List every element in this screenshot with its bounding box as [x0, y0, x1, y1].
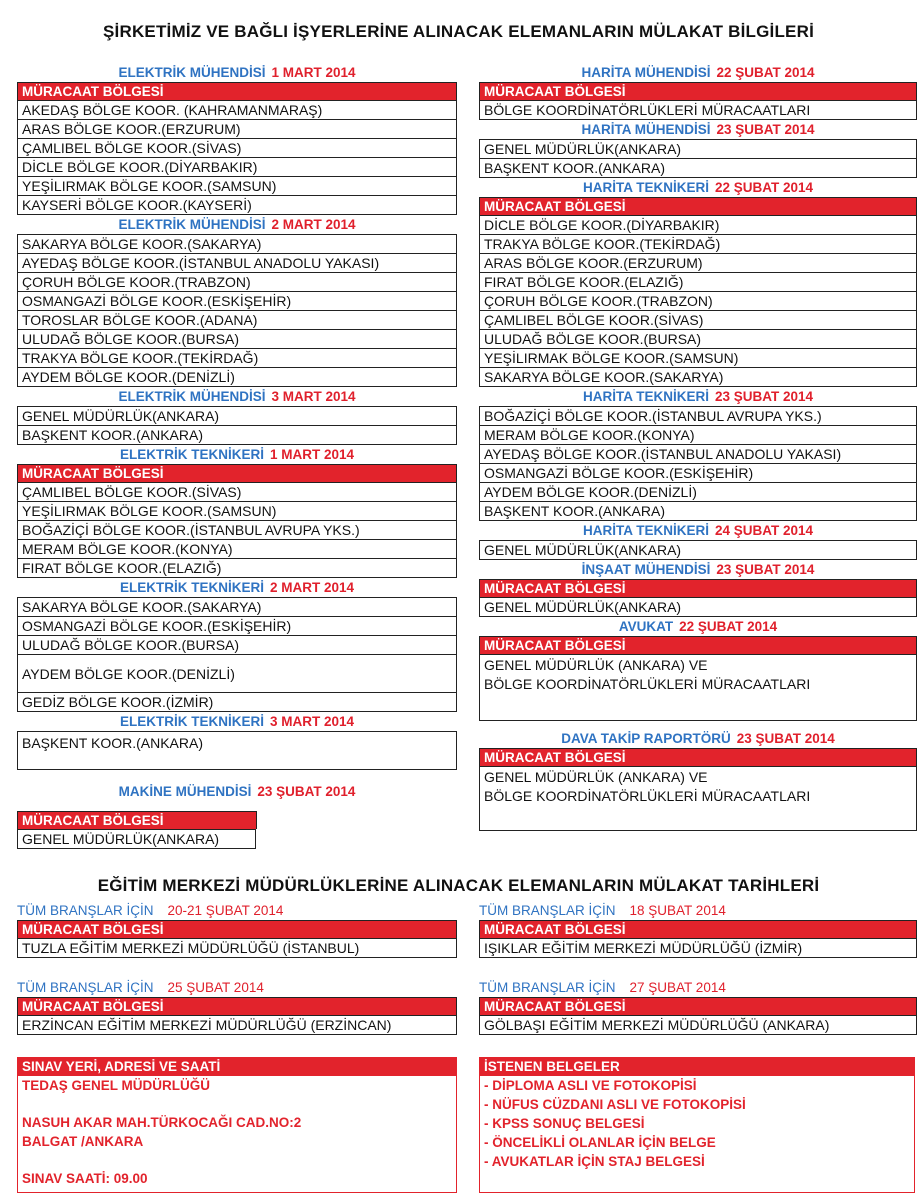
section-title-education: EĞİTİM MERKEZİ MÜDÜRLÜKLERİNE ALINACAK ELEMANLARIN MÜLAKAT TARİHLERİ [97, 876, 820, 895]
table-row: AKEDAŞ BÖLGE KOOR. (KAHRAMANMARAŞ) [18, 101, 456, 120]
table-row: BAŞKENT KOOR.(ANKARA) [18, 426, 456, 445]
left-column [17, 63, 457, 849]
region-table [479, 406, 917, 521]
edu-header: TÜM BRANŞLAR İÇİN 20-21 ŞUBAT 2014 [17, 903, 284, 918]
document-item: - NÜFUS CÜZDANI ASLI VE FOTOKOPİSİ [484, 1097, 746, 1112]
group-header: HARİTA TEKNİKERİ 24 ŞUBAT 2014 [582, 523, 814, 538]
edu-block-golbasi [479, 978, 917, 1035]
table-row: KAYSERİ BÖLGE KOOR.(KAYSERİ) [18, 196, 456, 215]
edu-header: TÜM BRANŞLAR İÇİN 18 ŞUBAT 2014 [479, 903, 726, 918]
region-table [479, 654, 917, 721]
table-row: FIRAT BÖLGE KOOR.(ELAZIĞ) [18, 559, 456, 578]
table-row: YEŞİLIRMAK BÖLGE KOOR.(SAMSUN) [18, 502, 456, 521]
table-row: ERZİNCAN EĞİTİM MERKEZİ MÜDÜRLÜĞÜ (ERZİNCAN) [18, 1016, 456, 1035]
table-row: SAKARYA BÖLGE KOOR.(SAKARYA) [480, 368, 916, 387]
exam-place: TEDAŞ GENEL MÜDÜRLÜĞÜ [22, 1078, 211, 1093]
region-table [479, 540, 917, 560]
table-row: TRAKYA BÖLGE KOOR.(TEKİRDAĞ) [480, 235, 916, 254]
page-title: ŞİRKETİMİZ VE BAĞLI İŞYERLERİNE ALINACAK ELEMANLARIN MÜLAKAT BİLGİLERİ [103, 22, 814, 41]
table-row: ARAS BÖLGE KOOR.(ERZURUM) [18, 120, 456, 139]
application-region-band: MÜRACAAT BÖLGESİ [479, 748, 917, 766]
application-region-band: MÜRACAAT BÖLGESİ [17, 82, 457, 100]
region-table [17, 829, 256, 849]
application-region-band: MÜRACAAT BÖLGESİ [479, 997, 917, 1015]
group-header: HARİTA MÜHENDİSİ 23 ŞUBAT 2014 [581, 122, 815, 137]
region-table [479, 1015, 917, 1035]
exam-time: SINAV SAATİ: 09.00 [22, 1171, 148, 1186]
table-row: AYDEM BÖLGE KOOR.(DENİZLİ) [18, 368, 456, 387]
table-row: DİCLE BÖLGE KOOR.(DİYARBAKIR) [480, 216, 916, 235]
table-row [480, 655, 916, 721]
group-header: İNŞAAT MÜHENDİSİ 23 ŞUBAT 2014 [581, 562, 815, 577]
table-row: AYEDAŞ BÖLGE KOOR.(İSTANBUL ANADOLU YAKASI) [18, 254, 456, 273]
table-row: BOĞAZİÇİ BÖLGE KOOR.(İSTANBUL AVRUPA YKS.) [18, 521, 456, 540]
table-row: GENEL MÜDÜRLÜK(ANKARA) [480, 541, 916, 560]
table-row: FIRAT BÖLGE KOOR.(ELAZIĞ) [480, 273, 916, 292]
table-row: ÇAMLIBEL BÖLGE KOOR.(SİVAS) [18, 139, 456, 158]
table-row: GÖLBAŞI EĞİTİM MERKEZİ MÜDÜRLÜĞÜ (ANKARA) [480, 1016, 916, 1035]
table-row: OSMANGAZİ BÖLGE KOOR.(ESKİŞEHİR) [18, 292, 456, 311]
application-region-band: MÜRACAAT BÖLGESİ [479, 920, 917, 938]
edu-block-tuzla [17, 901, 457, 958]
group-header: MAKİNE MÜHENDİSİ 23 ŞUBAT 2014 [118, 784, 356, 799]
group-header: ELEKTRİK TEKNİKERİ 1 MART 2014 [119, 447, 355, 462]
application-region-band: MÜRACAAT BÖLGESİ [17, 920, 457, 938]
application-region-band: MÜRACAAT BÖLGESİ [17, 997, 457, 1015]
table-row: GENEL MÜDÜRLÜK(ANKARA) [18, 407, 456, 426]
table-row: ARAS BÖLGE KOOR.(ERZURUM) [480, 254, 916, 273]
edu-block-erzincan [17, 978, 457, 1035]
table-row: OSMANGAZİ BÖLGE KOOR.(ESKİŞEHİR) [480, 464, 916, 483]
application-region-band: MÜRACAAT BÖLGESİ [479, 579, 917, 597]
group-header: AVUKAT 22 ŞUBAT 2014 [618, 619, 778, 634]
required-documents-box [479, 1057, 915, 1193]
row-line: GENEL MÜDÜRLÜK (ANKARA) VE [484, 657, 708, 673]
exam-address-line1: NASUH AKAR MAH.TÜRKOCAĞI CAD.NO:2 [22, 1115, 302, 1130]
row-line: BÖLGE KOORDİNATÖRLÜKLERİ MÜRACAATLARI [484, 788, 811, 804]
region-table [479, 215, 917, 387]
table-row: IŞIKLAR EĞİTİM MERKEZİ MÜDÜRLÜĞÜ (İZMİR) [480, 939, 916, 958]
table-row: SAKARYA BÖLGE KOOR.(SAKARYA) [18, 598, 456, 617]
group-header: HARİTA MÜHENDİSİ 22 ŞUBAT 2014 [581, 65, 815, 80]
table-row: TUZLA EĞİTİM MERKEZİ MÜDÜRLÜĞÜ (İSTANBUL) [18, 939, 456, 958]
group-header: ELEKTRİK MÜHENDİSİ 1 MART 2014 [118, 65, 356, 80]
table-row: ULUDAĞ BÖLGE KOOR.(BURSA) [18, 636, 456, 655]
document-item: - KPSS SONUÇ BELGESİ [484, 1116, 645, 1131]
table-row: MERAM BÖLGE KOOR.(KONYA) [480, 426, 916, 445]
table-row: BAŞKENT KOOR.(ANKARA) [480, 159, 916, 178]
application-region-band: MÜRACAAT BÖLGESİ [17, 464, 457, 482]
application-region-band: MÜRACAAT BÖLGESİ [479, 82, 917, 100]
region-table [479, 100, 917, 120]
application-region-band: MÜRACAAT BÖLGESİ [479, 636, 917, 654]
table-row: AYDEM BÖLGE KOOR.(DENİZLİ) [480, 483, 916, 502]
region-table [479, 766, 917, 831]
region-table [479, 139, 917, 178]
table-row: GENEL MÜDÜRLÜK(ANKARA) [480, 598, 916, 617]
region-table [17, 731, 457, 770]
edu-block-isiklar [479, 901, 917, 958]
region-table [17, 938, 457, 958]
group-header: ELEKTRİK MÜHENDİSİ 3 MART 2014 [118, 389, 356, 404]
table-row: GEDİZ BÖLGE KOOR.(İZMİR) [18, 693, 456, 712]
exam-info-box [17, 1057, 457, 1193]
group-header: HARİTA TEKNİKERİ 23 ŞUBAT 2014 [582, 389, 814, 404]
exam-address-line2: BALGAT /ANKARA [22, 1134, 144, 1149]
table-row: BAŞKENT KOOR.(ANKARA) [480, 502, 916, 521]
table-row: YEŞİLIRMAK BÖLGE KOOR.(SAMSUN) [18, 177, 456, 196]
table-row: ÇORUH BÖLGE KOOR.(TRABZON) [18, 273, 456, 292]
table-row: ULUDAĞ BÖLGE KOOR.(BURSA) [18, 330, 456, 349]
table-row: GENEL MÜDÜRLÜK(ANKARA) [18, 830, 255, 849]
table-row [480, 767, 916, 831]
document-item: - DİPLOMA ASLI VE FOTOKOPİSİ [484, 1078, 697, 1093]
group-header: ELEKTRİK TEKNİKERİ 3 MART 2014 [119, 714, 355, 729]
application-region-band: MÜRACAAT BÖLGESİ [479, 197, 917, 215]
table-row: SAKARYA BÖLGE KOOR.(SAKARYA) [18, 235, 456, 254]
table-row: TOROSLAR BÖLGE KOOR.(ADANA) [18, 311, 456, 330]
region-table [17, 406, 457, 445]
group-header: ELEKTRİK TEKNİKERİ 2 MART 2014 [119, 580, 355, 595]
table-row: DİCLE BÖLGE KOOR.(DİYARBAKIR) [18, 158, 456, 177]
table-row: BOĞAZİÇİ BÖLGE KOOR.(İSTANBUL AVRUPA YKS.) [480, 407, 916, 426]
edu-header: TÜM BRANŞLAR İÇİN 25 ŞUBAT 2014 [17, 980, 264, 995]
table-row: BÖLGE KOORDİNATÖRLÜKLERİ MÜRACAATLARI [480, 101, 916, 120]
edu-header: TÜM BRANŞLAR İÇİN 27 ŞUBAT 2014 [479, 980, 726, 995]
region-table [17, 234, 457, 387]
region-table [17, 482, 457, 578]
region-table [479, 597, 917, 617]
row-line: GENEL MÜDÜRLÜK (ANKARA) VE [484, 769, 708, 785]
region-table [17, 597, 457, 712]
table-row: GENEL MÜDÜRLÜK(ANKARA) [480, 140, 916, 159]
table-row: ÇAMLIBEL BÖLGE KOOR.(SİVAS) [18, 483, 456, 502]
table-row: MERAM BÖLGE KOOR.(KONYA) [18, 540, 456, 559]
table-row: OSMANGAZİ BÖLGE KOOR.(ESKİŞEHİR) [18, 617, 456, 636]
group-header: ELEKTRİK MÜHENDİSİ 2 MART 2014 [118, 217, 356, 232]
row-line: BÖLGE KOORDİNATÖRLÜKLERİ MÜRACAATLARI [484, 676, 811, 692]
document-item: - ÖNCELİKLİ OLANLAR İÇİN BELGE [484, 1135, 716, 1150]
table-row: BAŞKENT KOOR.(ANKARA) [18, 732, 456, 770]
region-table [17, 1015, 457, 1035]
table-row: TRAKYA BÖLGE KOOR.(TEKİRDAĞ) [18, 349, 456, 368]
exam-info-title: SINAV YERİ, ADRESİ VE SAATİ [18, 1058, 456, 1076]
table-row: ÇAMLIBEL BÖLGE KOOR.(SİVAS) [480, 311, 916, 330]
region-table [17, 100, 457, 215]
right-column [479, 63, 917, 831]
region-table [479, 938, 917, 958]
application-region-band: MÜRACAAT BÖLGESİ [17, 811, 257, 829]
table-row: ÇORUH BÖLGE KOOR.(TRABZON) [480, 292, 916, 311]
table-row: AYDEM BÖLGE KOOR.(DENİZLİ) [18, 655, 456, 693]
table-row: AYEDAŞ BÖLGE KOOR.(İSTANBUL ANADOLU YAKASI) [480, 445, 916, 464]
documents-title: İSTENEN BELGELER [480, 1058, 914, 1076]
table-row: ULUDAĞ BÖLGE KOOR.(BURSA) [480, 330, 916, 349]
table-row: YEŞİLIRMAK BÖLGE KOOR.(SAMSUN) [480, 349, 916, 368]
group-header: DAVA TAKİP RAPORTÖRÜ 23 ŞUBAT 2014 [561, 731, 835, 746]
document-item: - AVUKATLAR İÇİN STAJ BELGESİ [484, 1154, 705, 1169]
group-header: HARİTA TEKNİKERİ 22 ŞUBAT 2014 [582, 180, 814, 195]
